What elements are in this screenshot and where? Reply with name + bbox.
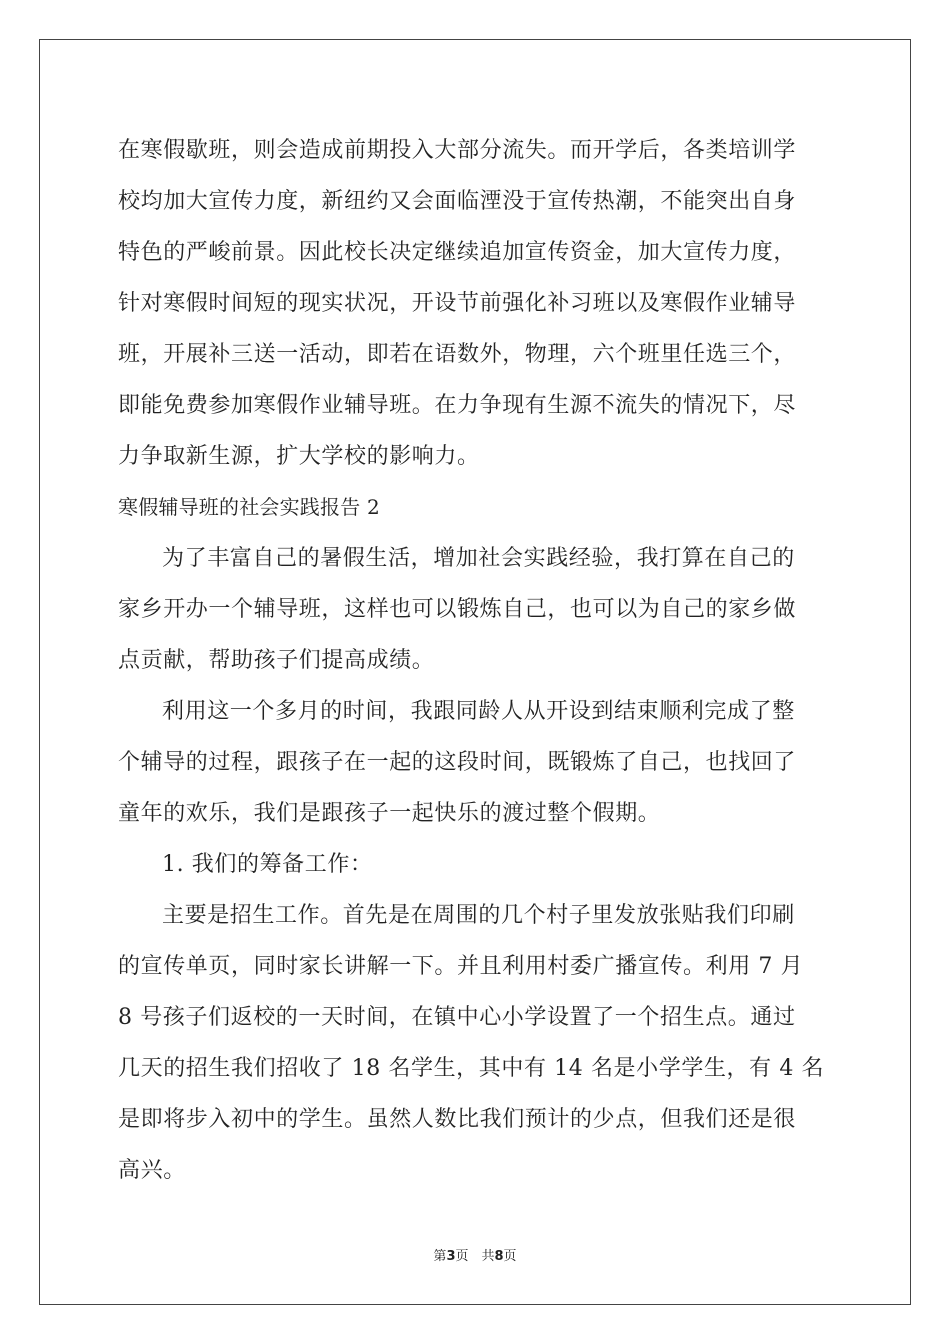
- page-footer: [0, 1245, 950, 1264]
- body-line: 童年的欢乐，我们是跟孩子一起快乐的渡过整个假期。: [118, 801, 661, 826]
- document-body: [118, 125, 832, 1196]
- body-line: 为了丰富自己的暑假生活，增加社会实践经验，我打算在自己的: [162, 546, 795, 571]
- body-line: 8 号孩子们返校的一天时间，在镇中心小学设置了一个招生点。通过: [118, 1005, 796, 1030]
- body-line: 几天的招生我们招收了 18 名学生，其中有 14 名是小学学生，有 4 名: [118, 1056, 825, 1081]
- page-prefix: 第: [433, 1249, 447, 1264]
- body-line: 在寒假歇班，则会造成前期投入大部分流失。而开学后，各类培训学: [118, 138, 797, 163]
- page-total: 8: [494, 1249, 504, 1264]
- body-line: 个辅导的过程，跟孩子在一起的这段时间，既锻炼了自己，也找回了: [118, 750, 797, 775]
- body-line: 是即将步入初中的学生。虽然人数比我们预计的少点，但我们还是很: [118, 1107, 797, 1132]
- body-line: 特色的严峻前景。因此校长决定继续追加宣传资金，加大宣传力度，: [118, 240, 797, 265]
- page-current: 3: [446, 1249, 456, 1264]
- body-line: 即能免费参加寒假作业辅导班。在力争现有生源不流失的情况下，尽: [118, 393, 797, 418]
- body-line: 的宣传单页，同时家长讲解一下。并且利用村委广播宣传。利用 7 月: [118, 954, 804, 979]
- section-title: 1. 我们的筹备工作：: [162, 852, 373, 877]
- page-suffix: 页: [503, 1249, 517, 1264]
- body-line: 利用这一个多月的时间，我跟同龄人从开设到结束顺利完成了整: [162, 699, 795, 724]
- body-line: 针对寒假时间短的现实状况，开设节前强化补习班以及寒假作业辅导: [118, 291, 797, 316]
- body-line: 主要是招生工作。首先是在周围的几个村子里发放张贴我们印刷: [162, 903, 795, 928]
- body-line: 校均加大宣传力度，新纽约又会面临湮没于宣传热潮，不能突出自身: [118, 189, 797, 214]
- body-line: 班，开展补三送一活动，即若在语数外，物理，六个班里任选三个，: [118, 342, 797, 367]
- body-line: 点贡献，帮助孩子们提高成绩。: [118, 648, 435, 673]
- body-line: 高兴。: [118, 1158, 186, 1183]
- report-heading: 寒假辅导班的社会实践报告 2: [118, 495, 380, 519]
- body-line: 家乡开办一个辅导班，这样也可以锻炼自己，也可以为自己的家乡做: [118, 597, 797, 622]
- page-mid: 页 共: [455, 1249, 495, 1264]
- body-line: 力争取新生源，扩大学校的影响力。: [118, 444, 480, 469]
